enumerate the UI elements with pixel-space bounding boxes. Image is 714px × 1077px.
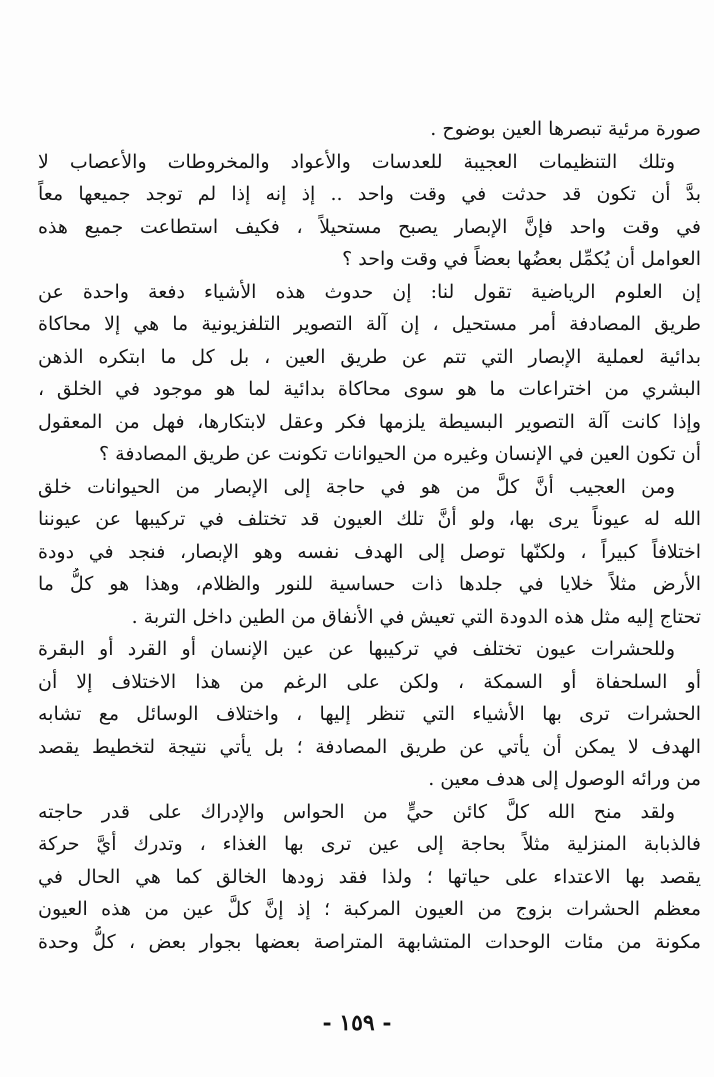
- text-line: وإذا كانت آلة التصوير البسيطة يلزمها فكر وعقل لابتكارها، فهل من المعقول: [38, 410, 701, 433]
- text-line: ولقد منح الله كلَّ كائن حيٍّ من الحواس والإدراك على قدر حاجته: [38, 800, 675, 823]
- page-number: - ١٥٩ -: [322, 1010, 392, 1036]
- text-line: مكونة من مئات الوحدات المتشابهة المتراصة بعضها بجوار بعض ، كلُّ وحدة: [38, 930, 701, 953]
- text-line: فالذبابة المنزلية مثلاً بحاجة إلى عين ترى بها الغذاء ، وتدرك أيَّ حركة: [38, 833, 701, 855]
- text-line: الله له عيوناً يرى بها، ولو أنَّ تلك العيون قد تختلف في تركيبها عن عيوننا: [38, 508, 701, 530]
- text-line: أو السلحفاة أو السمكة ، ولكن على الرغم من هذا الاختلاف إلا أن: [38, 670, 701, 693]
- text-line: بدَّ أن تكون قد حدثت في وقت واحد .. إذ إنه إذا لم توجد جميعها معاً: [38, 183, 701, 205]
- text-line: البشري من اختراعات ما هو سوى محاكاة بدائية لما هو موجود في الخلق ،: [38, 378, 701, 400]
- text-line: من ورائه الوصول إلى هدف معين .: [428, 768, 701, 790]
- text-line: تحتاج إليه مثل هذه الدودة التي تعيش في الأنفاق من الطين داخل التربة .: [131, 605, 701, 628]
- text-line: ومن العجيب أنَّ كلَّ من هو في حاجة إلى الإبصار من الحيوانات خلق: [38, 475, 675, 498]
- text-line: صورة مرئية تبصرها العين بوضوح .: [430, 118, 701, 140]
- text-line: الهدف لا يمكن أن يأتي عن طريق المصادفة ؛ بل يأتي نتيجة لتخطيط يقصد: [38, 735, 701, 758]
- text-line: وللحشرات عيون تختلف في تركيبها عن عين الإنسان أو القرد أو البقرة: [38, 638, 675, 660]
- body-text: [38, 113, 701, 958]
- text-line: إن العلوم الرياضية تقول لنا: إن حدوث هذه الأشياء دفعة واحدة عن: [38, 280, 701, 303]
- text-line: الأرض مثلاً خلايا في جلدها ذات حساسية للنور والظلام، وهذا هو كلُّ ما: [38, 573, 701, 595]
- text-line: أن تكون العين في الإنسان وغيره من الحيوانات تكونت عن طريق المصادفة ؟: [99, 443, 701, 465]
- text-line: يقصد بها الاعتداء على حياتها ؛ ولذا فقد زودها الخالق كما هي الحال في: [38, 865, 701, 888]
- text-line: العوامل أن يُكمِّل بعضُها بعضاً في وقت واحد ؟: [342, 248, 701, 270]
- text-line: الحشرات ترى بها الأشياء التي تنظر إليها ، واختلاف الوسائل مع تشابه: [38, 703, 701, 725]
- text-line: اختلافاً كبيراً ، ولكنّها توصل إلى الهدف نفسه وهو الإبصار، فنجد في دودة: [38, 540, 701, 563]
- text-line: في وقت واحد فإنَّ الإبصار يصبح مستحيلاً ، فكيف استطاعت جميع هذه: [38, 215, 701, 238]
- text-line: بدائية لعملية الإبصار التي تتم عن طريق العين ، بل كل ما ابتكره الذهن: [38, 345, 701, 368]
- text-line: وتلك التنظيمات العجيبة للعدسات والأعواد والمخروطات والأعصاب لا: [38, 150, 675, 173]
- text-line: معظم الحشرات بزوج من العيون المركبة ؛ إذ إنَّ كلَّ عين من هذه العيون: [38, 898, 701, 920]
- text-line: طريق المصادفة أمر مستحيل ، إن آلة التصوير التلفزيونية ما هي إلا محاكاة: [38, 313, 701, 335]
